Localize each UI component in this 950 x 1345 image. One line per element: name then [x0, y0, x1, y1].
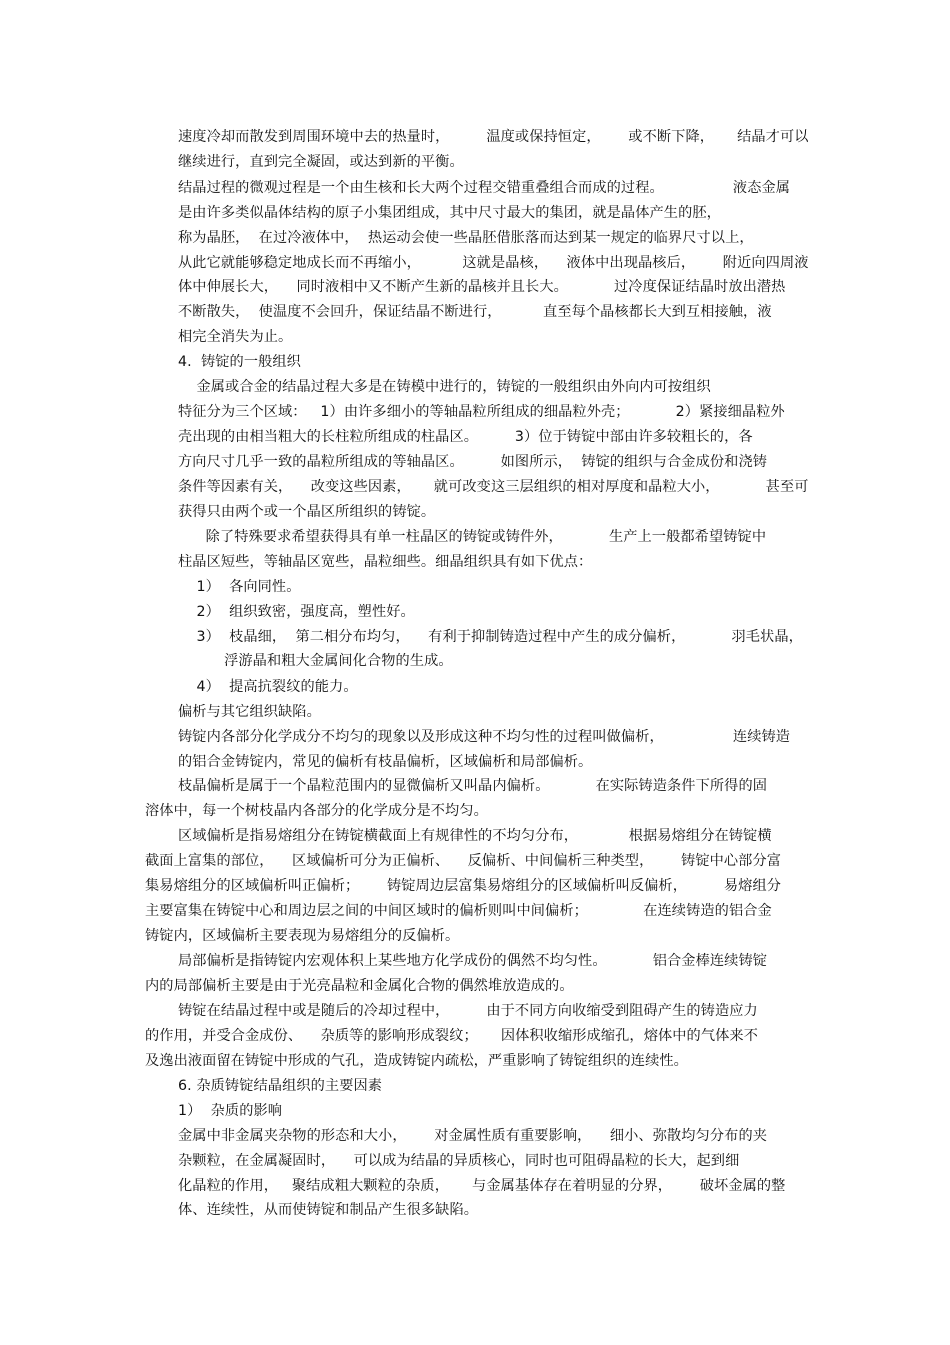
text-line: 继续进行，直到完全凝固，或达到新的平衡。: [178, 154, 464, 170]
text-line: 是由许多类似晶体结构的原子小集团组成，其中尺寸最大的集团，就是晶体产生的胚，: [178, 205, 721, 221]
text-line: 铸锭内各部分化学成分不均匀的现象以及形成这种不均匀性的过程叫做偏析， 连续铸造: [178, 729, 791, 745]
list-item: 4） 提高抗裂纹的能力。: [178, 679, 358, 695]
text-line: 称为晶胚， 在过冷液体中， 热运动会使一些晶胚借胀落而达到某一规定的临界尺寸以上，: [178, 230, 754, 246]
text-line: 铸锭内，区域偏析主要表现为易熔组分的反偏析。: [145, 928, 460, 944]
text-line: 体中伸展长大， 同时液相中又不断产生新的晶核并且长大。 过冷度保证结晶时放出潜热: [178, 279, 786, 295]
section-heading: 4. 铸锭的一般组织: [178, 354, 301, 370]
text-line: 的铝合金铸锭内，常见的偏析有枝晶偏析，区域偏析和局部偏析。: [178, 754, 593, 770]
text-line: 除了特殊要求希望获得具有单一柱晶区的铸锭或铸件外， 生产上一般都希望铸锭中: [178, 529, 767, 545]
text-line: 集易熔组分的区域偏析叫正偏析； 铸锭周边层富集易熔组分的区域偏析叫反偏析， 易熔组分: [145, 878, 782, 894]
section-heading: 6. 杂质铸锭结晶组织的主要因素: [178, 1078, 383, 1094]
text-line: 从此它就能够稳定地成长而不再缩小， 这就是晶核， 液体中出现晶核后， 附近向四周液: [178, 255, 809, 271]
text-line: 体、连续性，从而使铸锭和制品产生很多缺陷。: [178, 1202, 479, 1218]
text-line: 特征分为三个区域： 1）由许多细小的等轴晶粒所组成的细晶粒外壳； 2）紧接细晶粒外: [178, 404, 785, 420]
text-line: 内的局部偏析主要是由于光亮晶粒和金属化合物的偶然堆放造成的。: [145, 978, 574, 994]
list-item: 3） 枝晶细， 第二相分布均匀， 有利于抑制铸造过程中产生的成分偏析， 羽毛状晶，: [178, 629, 803, 645]
text-line: 方向尺寸几乎一致的晶粒所组成的等轴晶区。 如图所示， 铸锭的组织与合金成份和浇铸: [178, 454, 768, 470]
text-line: 截面上富集的部位， 区域偏析可分为正偏析、 反偏析、中间偏析三种类型， 铸锭中心部分富: [145, 853, 782, 869]
text-line: 主要富集在铸锭中心和周边层之间的中间区域时的偏析则叫中间偏析； 在连续铸造的铝合金: [145, 903, 772, 919]
text-line: 杂颗粒，在金属凝固时， 可以成为结晶的异质核心，同时也可阻碍晶粒的长大，起到细: [178, 1153, 740, 1169]
text-line: 条件等因素有关， 改变这些因素， 就可改变这三层组织的相对厚度和晶粒大小， 甚至可: [178, 479, 809, 495]
text-line: 溶体中，每一个树枝晶内各部分的化学成分是不均匀。: [145, 803, 488, 819]
text-line: 金属中非金属夹杂物的形态和大小， 对金属性质有重要影响， 细小、弥散均匀分布的夹: [178, 1128, 768, 1144]
text-line: 金属或合金的结晶过程大多是在铸模中进行的，铸锭的一般组织由外向内可按组织: [178, 379, 711, 395]
text-line: 区域偏析是指易熔组分在铸锭横截面上有规律性的不均匀分布， 根据易熔组分在铸锭横: [178, 828, 772, 844]
text-line: 及逸出液面留在铸锭中形成的气孔，造成铸锭内疏松，严重影响了铸锭组织的连续性。: [145, 1053, 688, 1069]
text-line: 相完全消失为止。: [178, 329, 293, 345]
text-line: 局部偏析是指铸锭内宏观体积上某些地方化学成份的偶然不均匀性。 铝合金棒连续铸锭: [178, 953, 768, 969]
text-line: 枝晶偏析是属于一个晶粒范围内的显微偏析又叫晶内偏析。 在实际铸造条件下所得的固: [178, 778, 768, 794]
subsection-heading: 1） 杂质的影响: [178, 1103, 283, 1119]
list-item-continued: 浮游晶和粗大金属间化合物的生成。: [178, 653, 453, 669]
text-line: 铸锭在结晶过程中或是随后的冷却过程中， 由于不同方向收缩受到阻碍产生的铸造应力: [178, 1003, 758, 1019]
list-item: 1） 各向同性。: [178, 579, 301, 595]
text-line: 柱晶区短些，等轴晶区宽些，晶粒细些。细晶组织具有如下优点：: [178, 554, 593, 570]
text-line: 速度冷却而散发到周围环境中去的热量时， 温度或保持恒定， 或不断下降， 结晶才可以: [178, 129, 809, 145]
list-item: 2） 组织致密，强度高，塑性好。: [178, 604, 415, 620]
text-line: 化晶粒的作用， 聚结成粗大颗粒的杂质， 与金属基体存在着明显的分界， 破坏金属的整: [178, 1178, 786, 1194]
text-line: 获得只由两个或一个晶区所组织的铸锭。: [178, 504, 436, 520]
text-line: 壳出现的由相当粗大的长柱粒所组成的柱晶区。 3）位于铸锭中部由许多较粗长的，各: [178, 429, 753, 445]
text-line: 的作用，并受合金成份、 杂质等的影响形成裂纹； 因体积收缩形成缩孔，熔体中的气体来不: [145, 1028, 758, 1044]
section-heading: 偏析与其它组织缺陷。: [178, 704, 321, 720]
text-line: 不断散失， 使温度不会回升，保证结晶不断进行， 直至每个晶核都长大到互相接触，液: [178, 304, 772, 320]
text-line: 结晶过程的微观过程是一个由生核和长大两个过程交错重叠组合而成的过程。 液态金属: [178, 180, 791, 196]
